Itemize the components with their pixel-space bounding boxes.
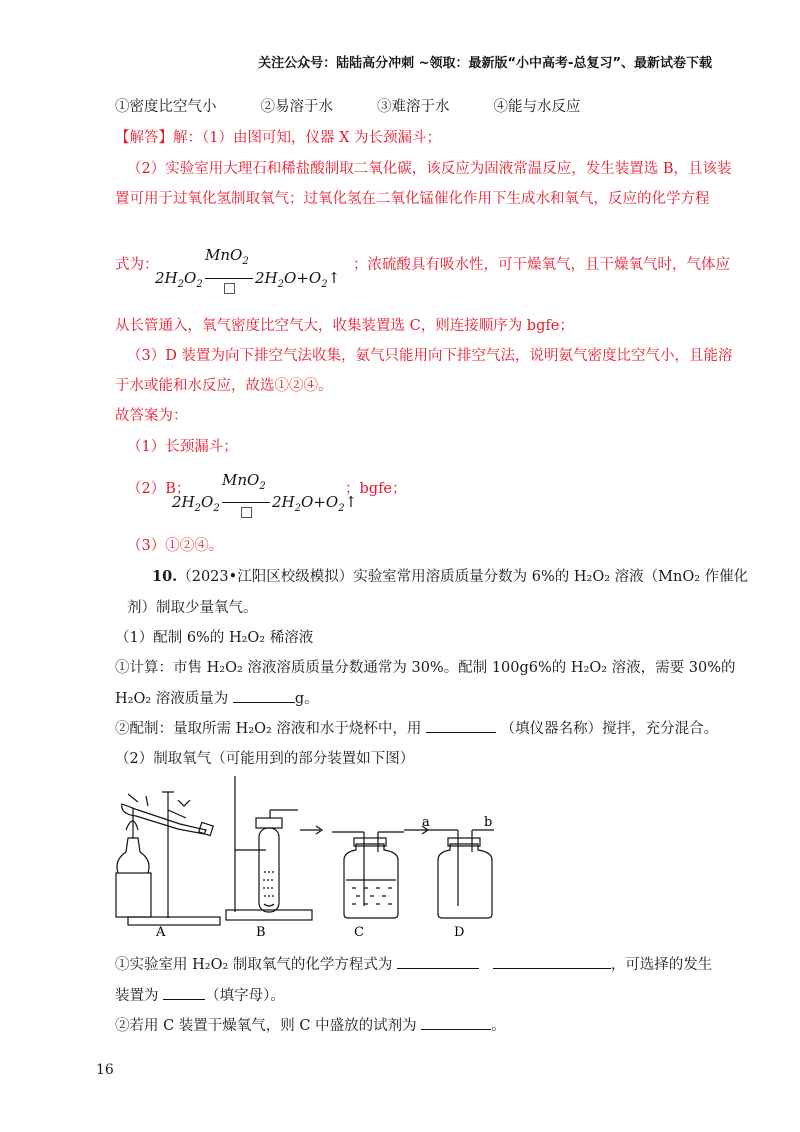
- option-3: ③难溶于水: [377, 99, 450, 115]
- apparatus-d: [426, 830, 494, 918]
- eq2-condition-box: [241, 507, 252, 518]
- answer-line-1: 【解答】解：（1）由图可知，仪器 X 为长颈漏斗；: [115, 130, 442, 146]
- label-c: C: [354, 925, 364, 938]
- eq1-reactant: $2H_2O_2$: [155, 269, 203, 290]
- q10-question-1b: 装置为 （填字母）。: [115, 985, 285, 1006]
- blank-mass[interactable]: [233, 688, 295, 703]
- label-a: A: [156, 925, 166, 938]
- apparatus-c: [332, 832, 404, 918]
- apparatus-a: [116, 792, 220, 925]
- blank-equation-right[interactable]: [493, 954, 611, 969]
- apparatus-figure: [108, 772, 528, 938]
- q10-sub-3: H₂O₂ 溶液质量为 g。: [115, 688, 319, 709]
- eq1-catalyst: MnO$_2$: [205, 246, 249, 267]
- q10-question-1: ①实验室用 H₂O₂ 制取氧气的化学方程式为 ，可选择的发生: [115, 954, 712, 975]
- option-4: ④能与水反应: [493, 99, 581, 115]
- eq1-products: $2H_2O+O_2↑$: [255, 269, 341, 290]
- blank-instrument[interactable]: [426, 718, 496, 733]
- option-1: ①密度比空气小: [115, 99, 217, 115]
- eq2-products: $2H_2O+O_2↑$: [272, 493, 358, 514]
- blank-equation-left[interactable]: [397, 954, 479, 969]
- options-row: [115, 97, 625, 117]
- page-number: 16: [96, 1062, 114, 1078]
- final-answer-3: （3）①②④。: [127, 538, 224, 554]
- answer-line-4-post: ；浓硫酸具有吸水性，可干燥氧气，且干燥氧气时，气体应: [353, 257, 730, 273]
- eq1-arrow: [205, 278, 253, 279]
- q10-line-1: 10.（2023•江阳区校级模拟）实验室常用溶质质量分数为 6%的 H₂O₂ 溶液（MnO₂ 作催化: [152, 568, 749, 585]
- answer-line-5: 从长管通入，氧气密度比空气大，收集装置选 C，则连接顺序为 bgfe；: [115, 318, 574, 334]
- answer-line-7: 于水或能和水反应，故选①②④。: [115, 378, 333, 394]
- apparatus-b: [226, 776, 312, 920]
- page-header: 关注公众号：陆陆高分冲刺 ~领取：最新版“小中高考-总复习”、最新试卷下载: [258, 56, 712, 71]
- q10-sub-5: （2）制取氧气（可能用到的部分装置如下图）: [115, 751, 415, 767]
- eq1-condition-box: [224, 283, 235, 294]
- answer-line-3: 置可用于过氧化氢制取氧气；过氧化氢在二氧化锰催化作用下生成水和氧气，反应的化学方程: [115, 191, 710, 207]
- final-answer-2-pre: （2）B；: [127, 481, 191, 497]
- port-b-label: b: [484, 815, 493, 830]
- blank-device[interactable]: [163, 985, 205, 1000]
- answer-line-6: （3）D 装置为向下排空气法收集，氨气只能用向下排空气法，说明氨气密度比空气小，且能溶: [127, 348, 733, 364]
- label-b: B: [256, 925, 266, 938]
- q10-sub-4: ②配制：量取所需 H₂O₂ 溶液和水于烧杯中，用 （填仪器名称）搅拌，充分混合。: [115, 718, 718, 739]
- eq2-reactant: $2H_2O_2$: [172, 493, 220, 514]
- answer-line-4-pre: 式为：: [115, 257, 159, 273]
- answer-line-2: （2）实验室用大理石和稀盐酸制取二氧化碳，该反应为固液常温反应，发生装置选 B，且该装: [127, 161, 732, 177]
- eq2-catalyst: MnO$_2$: [222, 471, 266, 492]
- port-a-label: a: [422, 815, 430, 830]
- blank-reagent[interactable]: [421, 1015, 491, 1030]
- q10-line-2: 剂）制取少量氧气。: [127, 600, 258, 616]
- answer-label: 【解答】: [115, 130, 173, 146]
- q10-sub-1: （1）配制 6%的 H₂O₂ 稀溶液: [115, 630, 314, 646]
- q10-sub-2: ①计算：市售 H₂O₂ 溶液溶质质量分数通常为 30%。配制 100g6%的 H₂O₂ 溶液，需要 30%的: [115, 660, 736, 676]
- q10-number: 10.: [152, 568, 178, 585]
- final-answer-2-post: ；bgfe；: [345, 481, 407, 497]
- final-title: 故答案为：: [115, 408, 188, 424]
- eq2-arrow: [222, 502, 270, 503]
- label-d: D: [454, 925, 465, 938]
- final-answer-1: （1）长颈漏斗；: [127, 439, 238, 455]
- q10-question-2: ②若用 C 装置干燥氧气，则 C 中盛放的试剂为 。: [115, 1015, 506, 1036]
- option-2: ②易溶于水: [260, 99, 333, 115]
